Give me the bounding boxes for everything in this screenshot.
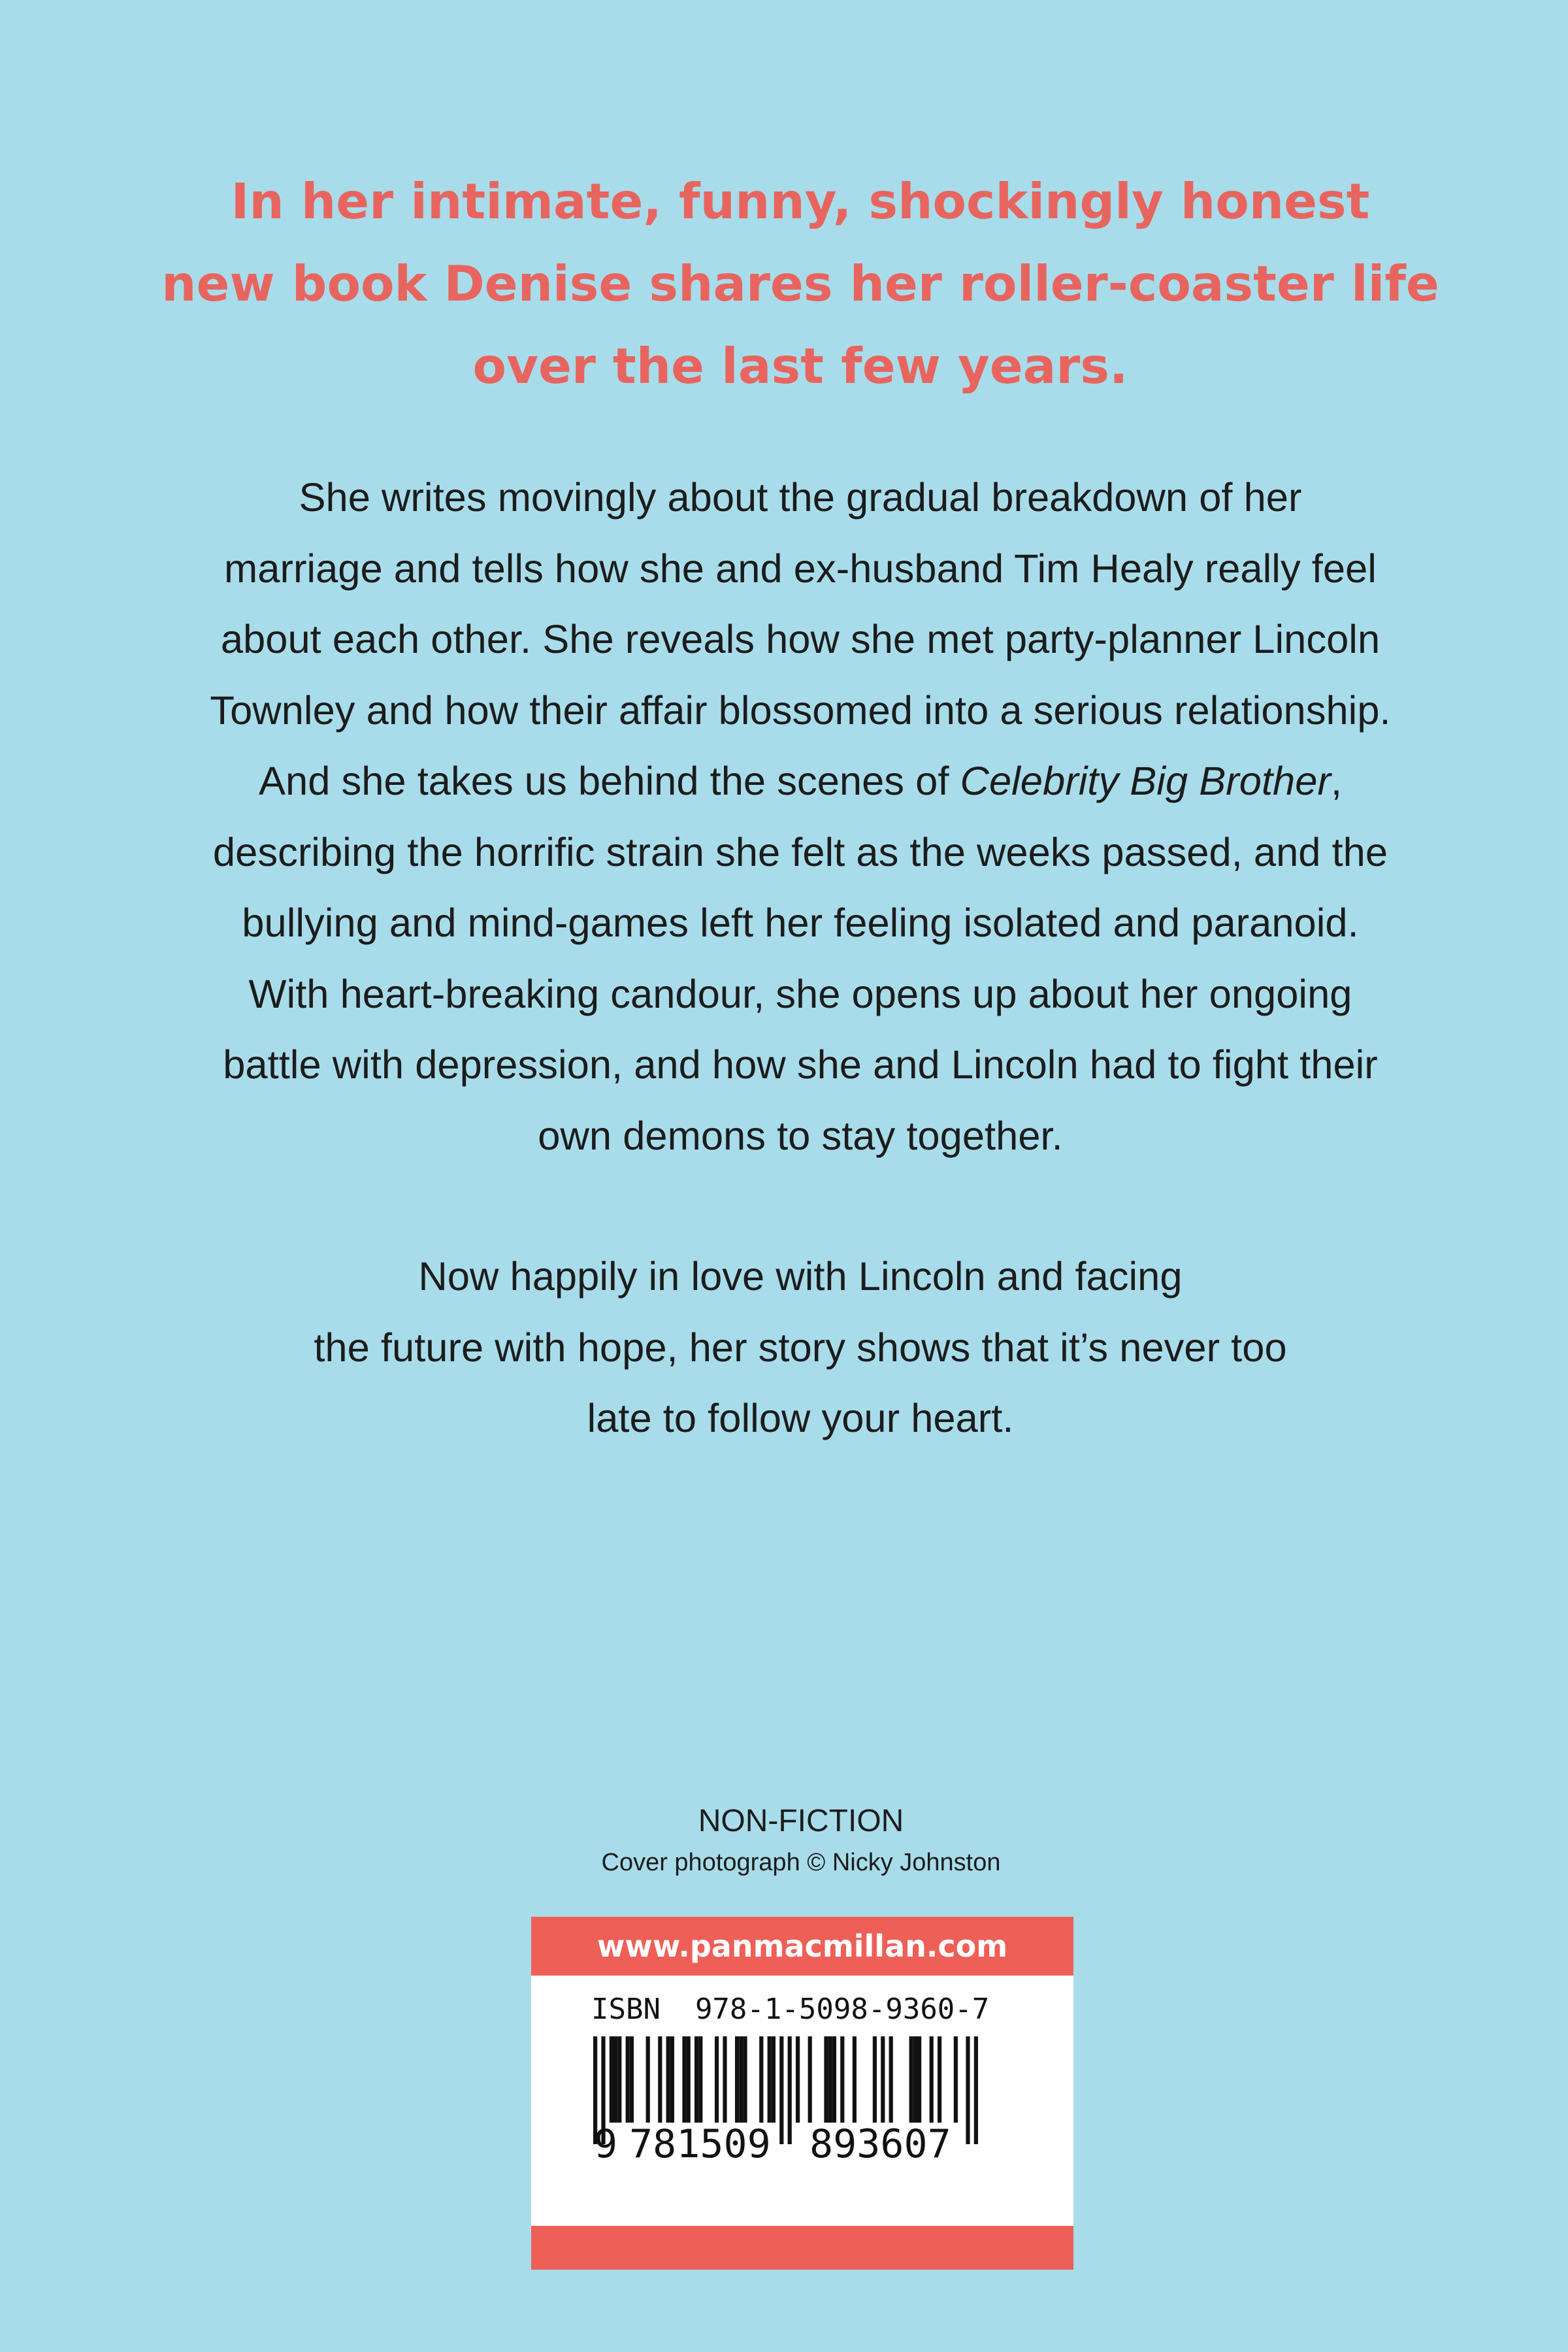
- barcode-bar: [954, 2036, 958, 2123]
- barcode-bar: [739, 2036, 743, 2123]
- photo-credit: Cover photograph © Nicky Johnston: [601, 1849, 1001, 1876]
- description-line: She writes movingly about the gradual breakdown of her: [299, 475, 1302, 520]
- headline-line: over the last few years.: [472, 337, 1128, 395]
- description-line: own demons to stay together.: [538, 1113, 1063, 1159]
- description-line: With heart-breaking candour, she opens up about her ongoing: [248, 971, 1352, 1017]
- description-line: bullying and mind-games left her feeling isolated and paranoid.: [242, 901, 1359, 946]
- lower-color-band: [531, 2226, 1073, 2270]
- description-line: marriage and tells how she and ex-husband Tim Healy really feel: [224, 546, 1377, 591]
- description-text: And she takes us behind the scenes of: [258, 759, 960, 804]
- barcode-bar: [613, 2036, 617, 2123]
- barcode-bar: [646, 2036, 650, 2123]
- barcode-bar: [694, 2036, 698, 2123]
- description-text: ,: [1330, 759, 1343, 804]
- description-line-with-title: [118, 746, 1483, 818]
- barcode-bar: [759, 2036, 763, 2123]
- barcode-panel: [531, 1917, 1073, 2270]
- barcode-bar: [626, 2036, 630, 2123]
- barcode-bar: [687, 2036, 691, 2123]
- barcode-bar: [670, 2036, 674, 2123]
- barcode-bar: [853, 2036, 857, 2123]
- ean-lead-digit: 9: [594, 2121, 618, 2167]
- barcode-bar: [610, 2036, 613, 2123]
- closing-line: the future with hope, her story shows that it’s never too: [314, 1325, 1287, 1370]
- barcode-bar: [974, 2036, 978, 2144]
- description-line: battle with depression, and how she and Lincoln had to fight their: [223, 1042, 1378, 1087]
- headline-line: new book Denise shares her roller-coaster life: [161, 255, 1439, 312]
- barcode-bar: [889, 2036, 893, 2123]
- barcode-bar: [743, 2036, 747, 2123]
- barcode-bar: [735, 2036, 739, 2123]
- closing-line: late to follow your heart.: [587, 1396, 1014, 1441]
- barcode-bar: [840, 2036, 844, 2123]
- barcode-bar: [698, 2036, 702, 2123]
- description-line: Townley and how their affair blossomed into a serious relationship.: [210, 687, 1391, 733]
- barcode-bar: [630, 2036, 634, 2123]
- barcode-bar: [788, 2036, 792, 2144]
- show-title: Celebrity Big Brother: [960, 759, 1331, 804]
- publisher-website: www.panmacmillan.com: [531, 1917, 1073, 1976]
- barcode-bar: [930, 2036, 934, 2123]
- closing-paragraph: [118, 1242, 1483, 1455]
- headline-blurb: [150, 160, 1450, 407]
- ean-digit-group-right: 893607: [809, 2121, 951, 2167]
- description-paragraph: [118, 463, 1483, 1172]
- barcode-bar: [617, 2036, 621, 2123]
- barcode-bar: [682, 2036, 686, 2123]
- barcode-bar: [913, 2036, 917, 2123]
- barcode-bar: [938, 2036, 941, 2123]
- barcode-bar: [772, 2036, 776, 2123]
- description-line: about each other. She reveals how she met party-planner Lincoln: [220, 617, 1380, 662]
- barcode-bar: [917, 2036, 921, 2123]
- barcode-bar: [832, 2036, 836, 2123]
- closing-line: Now happily in love with Lincoln and facing: [418, 1254, 1183, 1299]
- barcode-bar: [666, 2036, 670, 2123]
- isbn-label: ISBN 978-1-5098-9360-7: [591, 1993, 990, 2026]
- barcode-bar: [808, 2036, 812, 2123]
- barcode-bar: [873, 2036, 877, 2123]
- description-line: describing the horrific strain she felt as the weeks passed, and the: [212, 829, 1388, 875]
- barcode-bar: [715, 2036, 719, 2123]
- barcode-bar: [966, 2036, 970, 2144]
- barcode-bar: [881, 2036, 885, 2123]
- barcode-bar: [909, 2036, 913, 2123]
- headline-line: In her intimate, funny, shockingly honest: [231, 173, 1370, 230]
- barcode-bar: [796, 2036, 800, 2123]
- barcode-bar: [723, 2036, 727, 2123]
- barcode-bar: [658, 2036, 662, 2123]
- barcode-bar: [824, 2036, 828, 2123]
- barcode-bar: [768, 2036, 772, 2123]
- barcode-bar: [779, 2036, 783, 2144]
- ean-digit-group-left: 781509: [629, 2121, 771, 2167]
- barcode-bar: [828, 2036, 832, 2123]
- genre-label: NON-FICTION: [698, 1804, 904, 1838]
